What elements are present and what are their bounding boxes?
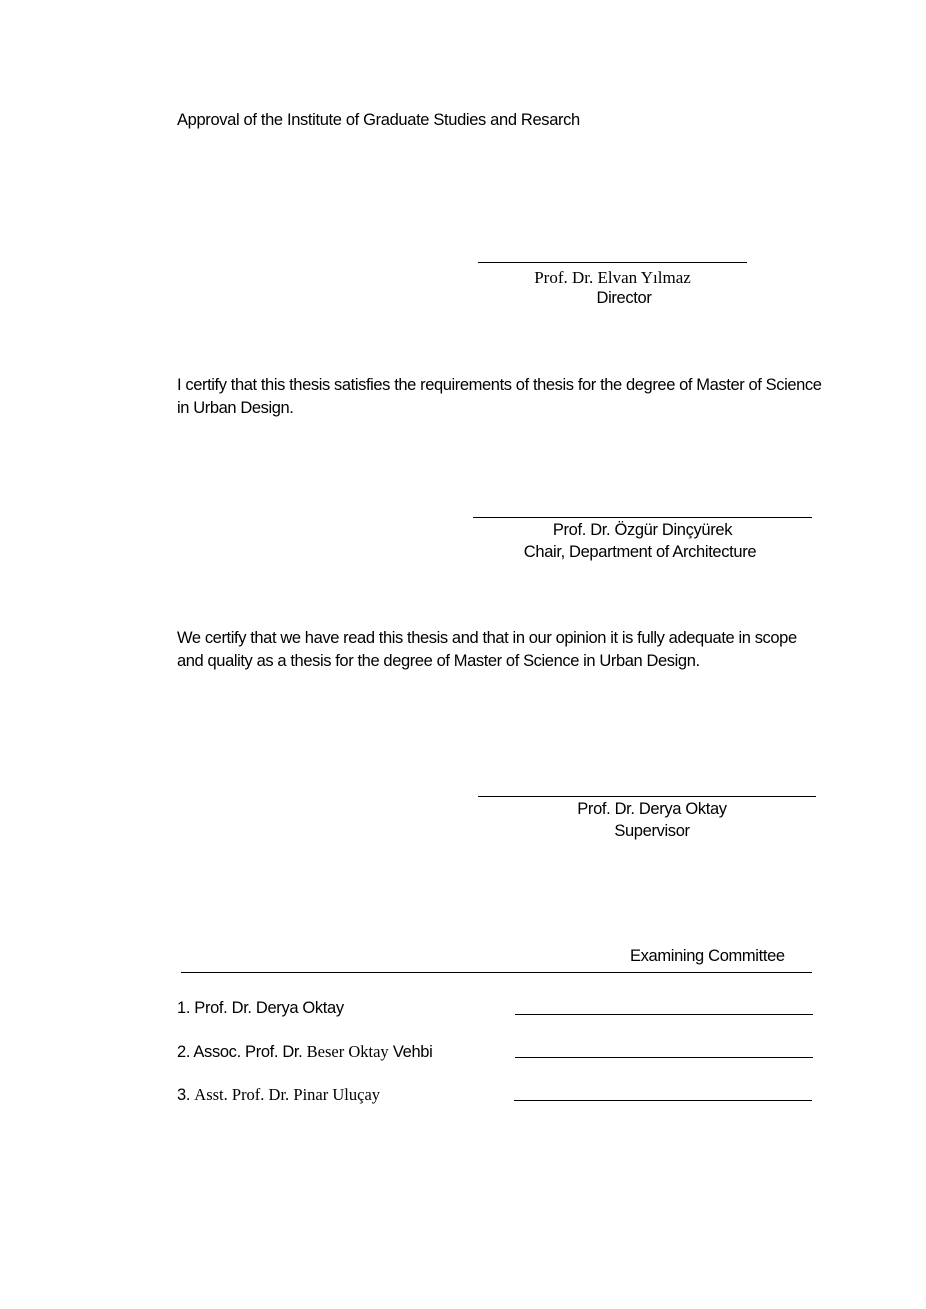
member-signature-line	[515, 1014, 813, 1015]
committee-member-entry	[177, 1042, 432, 1062]
supervisor-title: Supervisor	[614, 822, 690, 840]
member-title: Asst. Prof. Dr.	[194, 1085, 290, 1104]
member-title: Prof. Dr.	[194, 999, 252, 1017]
member-number: 1.	[177, 999, 191, 1017]
committee-member-entry	[177, 1085, 380, 1105]
chair-title: Chair, Department of Architecture	[523, 543, 757, 561]
member-number: 2.	[177, 1043, 191, 1061]
director-name: Prof. Dr. Elvan Yılmaz	[534, 268, 691, 287]
member-signature-line	[514, 1100, 812, 1101]
director-title: Director	[596, 289, 652, 307]
chair-certification-text: I certify that this thesis satisfies the requirements of thesis for the degree of Master of Science in Urban Design.	[177, 376, 822, 417]
supervisor-certification-text: We certify that we have read this thesis and that in our opinion it is fully adequate in scope and quality as a thesis for the degree of Master of Science in Urban Design.	[177, 629, 797, 670]
supervisor-signature-line	[478, 796, 816, 797]
committee-heading: Examining Committee	[630, 947, 785, 965]
member-name-suffix: Vehbi	[392, 1043, 433, 1061]
supervisor-name: Prof. Dr. Derya Oktay	[577, 800, 727, 818]
committee-member-entry	[177, 999, 344, 1018]
member-name: Beser Oktay	[306, 1042, 389, 1061]
approval-heading: Approval of the Institute of Graduate Studies and Resarch	[177, 111, 580, 129]
director-signature-line	[478, 262, 747, 263]
member-number: 3.	[177, 1086, 191, 1104]
member-name: Pinar Uluçay	[293, 1085, 381, 1104]
chair-signature-line	[473, 517, 812, 518]
chair-name: Prof. Dr. Özgür Dinçyürek	[552, 521, 733, 539]
member-signature-line	[515, 1057, 813, 1058]
member-title: Assoc. Prof. Dr.	[193, 1043, 303, 1061]
committee-divider	[181, 972, 812, 973]
member-name: Derya Oktay	[255, 999, 344, 1017]
